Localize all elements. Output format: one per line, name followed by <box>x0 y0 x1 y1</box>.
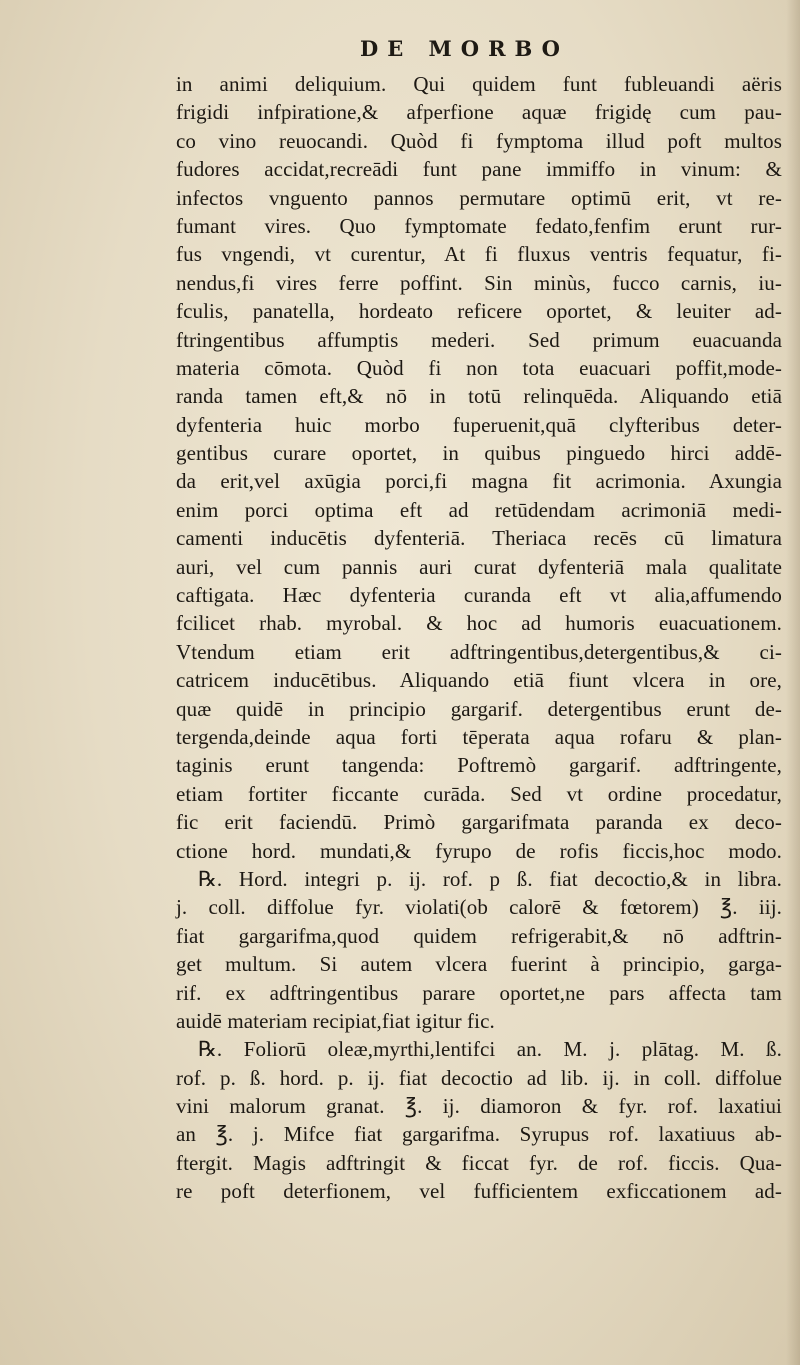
text-line: caftigata. Hæc dyfenteria curanda eft vt alia,affumendo <box>176 583 782 608</box>
text-line: get multum. Si autem vlcera fuerint à principio, garga- <box>176 952 782 977</box>
text-line: materia cōmota. Quòd fi non tota euacuari poffit,mode- <box>176 355 782 380</box>
text-line: in animi deliquium. Qui quidem funt fubleuandi aëris <box>176 72 782 96</box>
text-line: dyfenteria huic morbo fuperuenit,quā clyfteribus deter- <box>176 412 782 437</box>
page-edge-shadow <box>786 0 800 1365</box>
text-line: fudores accidat,recreādi funt pane immiffo in vinum: & <box>176 157 782 182</box>
text-line: ftergit. Magis adftringit & ficcat fyr. de rof. ficcis. Qua- <box>176 1150 782 1175</box>
text-line: randa tamen eft,& nō in totū relinquēda. Aliquando etiā <box>176 384 782 409</box>
text-line: ftringentibus affumptis mederi. Sed primum euacuanda <box>176 327 782 352</box>
text-line: fic erit faciendū. Primò gargarifmata paranda ex deco- <box>176 810 782 835</box>
text-line: etiam fortiter ficcante curāda. Sed vt ordine procedatur, <box>176 781 782 806</box>
text-line: Vtendum etiam erit adftringentibus,detergentibus,& ci- <box>176 639 782 664</box>
text-line: enim porci optima eft ad retūdendam acrimoniā medi- <box>176 497 782 522</box>
text-line: fiat gargarifma,quod quidem refrigerabit,& nō adftrin- <box>176 923 782 948</box>
text-line: rof. p. ß. hord. p. ij. fiat decoctio ad lib. ij. in coll. diffolue <box>176 1065 782 1090</box>
recipe-line: ℞. Hord. integri p. ij. rof. p ß. fiat decoctio,& in libra. <box>198 866 782 891</box>
text-line: fus vngendi, vt curentur, At fi fluxus ventris fequatur, fi- <box>176 242 782 267</box>
text-line: vini malorum granat. ℥. ij. diamoron & fyr. rof. laxatiui <box>176 1094 782 1119</box>
text-line: da erit,vel axūgia porci,fi magna fit acrimonia. Axungia <box>176 469 782 494</box>
text-line: co vino reuocandi. Quòd fi fymptoma illud poft multos <box>176 128 782 153</box>
text-line: camenti inducētis dyfenteriā. Theriaca recēs cū limatura <box>176 526 782 551</box>
text-line: fcilicet rhab. myrobal. & hoc ad humoris euacuationem. <box>176 611 782 636</box>
running-head: DE MORBO <box>360 36 569 61</box>
text-line: an ℥. j. Mifce fiat gargarifma. Syrupus rof. laxatiuus ab- <box>176 1122 782 1147</box>
text-line: infectos vnguento pannos permutare optimū erit, vt re- <box>176 185 782 210</box>
text-line: re poft deterfionem, vel fufficientem exficcationem ad- <box>176 1179 782 1204</box>
text-line: catricem inducētibus. Aliquando etiā fiunt vlcera in ore, <box>176 668 782 693</box>
text-line: quæ quidē in principio gargarif. detergentibus erunt de- <box>176 696 782 721</box>
text-line: fculis, panatella, hordeato reficere oportet, & leuiter ad- <box>176 299 782 324</box>
text-line: tergenda,deinde aqua forti tēperata aqua rofaru & plan- <box>176 724 782 749</box>
text-line: fumant vires. Quo fymptomate fedato,fenfim erunt rur- <box>176 213 782 238</box>
text-line: taginis erunt tangenda: Poftremò gargarif. adftringente, <box>176 753 782 778</box>
recipe-line: ℞. Foliorū oleæ,myrthi,lentifci an. M. j. plātag. M. ß. <box>198 1037 782 1062</box>
text-line: gentibus curare oportet, in quibus pinguedo hirci addē- <box>176 441 782 466</box>
text-line: auidē materiam recipiat,fiat igitur fic. <box>176 1008 495 1033</box>
text-line: auri, vel cum pannis auri curat dyfenteriā mala qualitate <box>176 554 782 579</box>
text-line: frigidi infpiratione,& afperfione aquæ frigidę cum pau- <box>176 100 782 125</box>
text-line: rif. ex adftringentibus parare oportet,ne pars affecta tam <box>176 980 782 1005</box>
text-line: ctione hord. mundati,& fyrupo de rofis ficcis,hoc modo. <box>176 838 782 863</box>
text-line: nendus,fi vires ferre poffint. Sin minùs, fucco carnis, iu- <box>176 270 782 295</box>
text-line: j. coll. diffolue fyr. violati(ob calorē & fœtorem) ℥. iij. <box>176 895 782 920</box>
text-block <box>176 70 782 1206</box>
